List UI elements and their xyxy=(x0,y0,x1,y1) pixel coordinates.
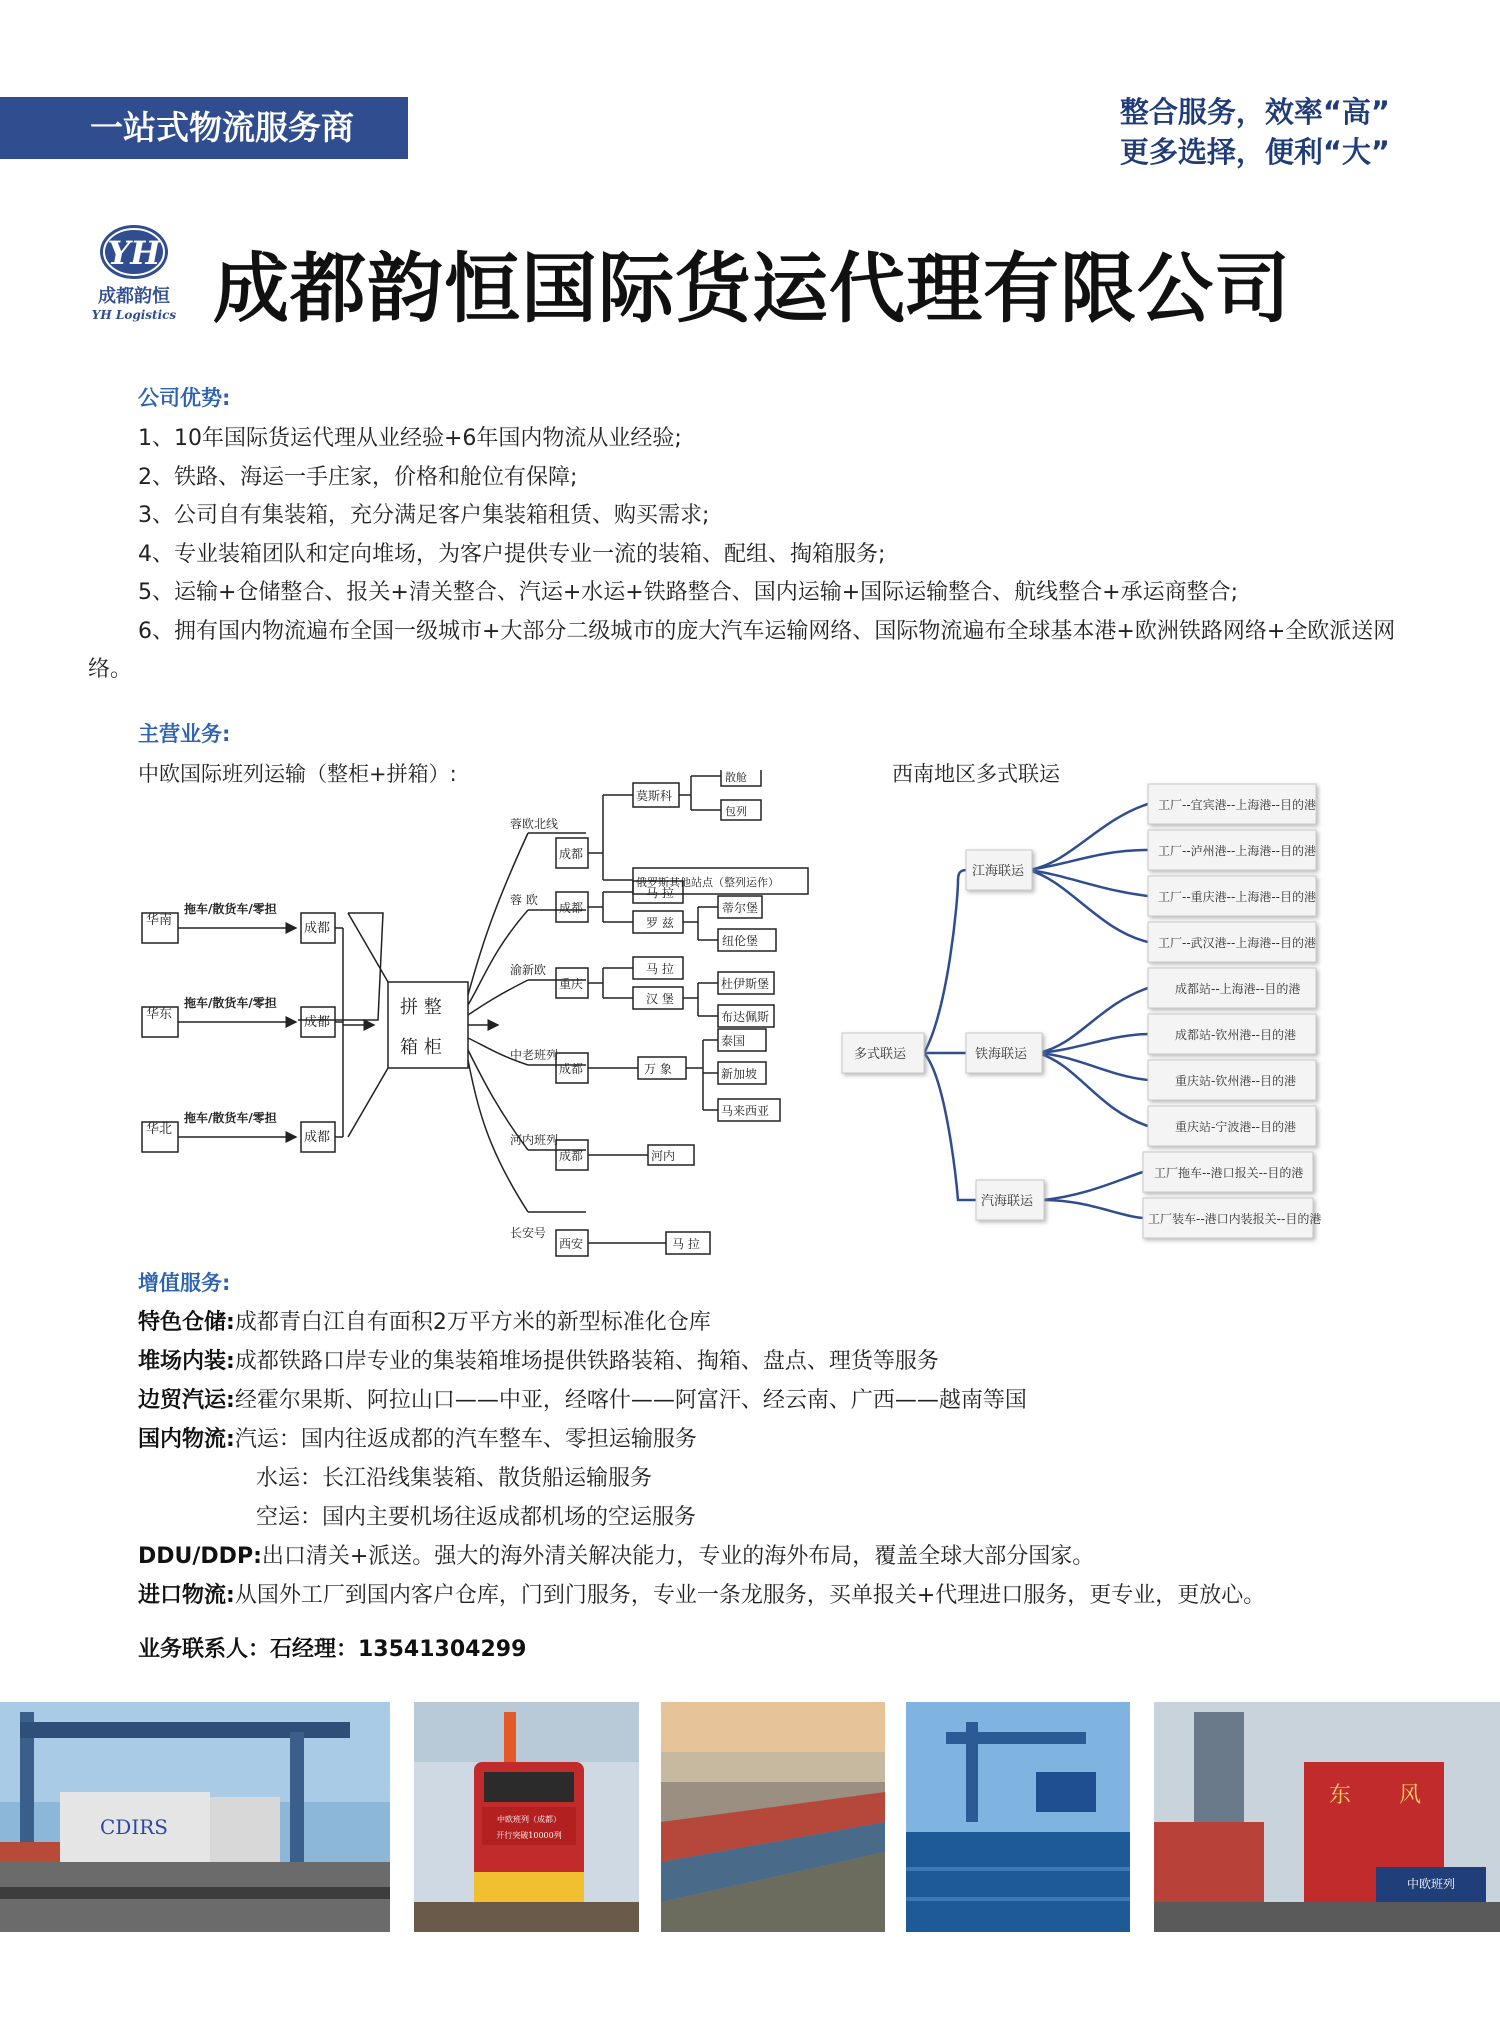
city-label: 成都 xyxy=(304,1130,331,1145)
truck-label: 拖车/散货车/零担 xyxy=(184,1111,277,1125)
city-label: 成都 xyxy=(559,1062,584,1076)
region-label: 华东 xyxy=(146,1007,173,1022)
service-text: 成都青白江自有面积2万平方米的新型标准化仓库 xyxy=(234,1310,711,1335)
dest-label: 汉 堡 xyxy=(646,992,674,1006)
branch-label: 汽海联运 xyxy=(981,1194,1034,1209)
advantage-item: 2、铁路、海运一手庄家，价格和舱位有保障; xyxy=(138,464,578,490)
advantage-item: 5、运输+仓储整合、报关+清关整合、汽运+水运+铁路整合、国内运输+国际运输整合、航线整合+承运商整合; xyxy=(138,580,1239,605)
leaf-label: 工厂--泸州港--上海港--目的港 xyxy=(1158,844,1316,858)
advantage-item: 3、公司自有集装箱，充分满足客户集装箱租赁、购买需求; xyxy=(138,503,710,528)
left-diagram-title: 中欧国际班列运输（整柜+拼箱）: xyxy=(138,762,457,786)
logo-en-text: YH Logistics xyxy=(91,308,177,322)
dest-label: 蒂尔堡 xyxy=(722,901,759,915)
slogan xyxy=(1120,92,1390,172)
service-text: 成都铁路口岸专业的集装箱堆场提供铁路装箱、掏箱、盘点、理货等服务 xyxy=(234,1349,939,1374)
service-label: 边贸汽运: xyxy=(138,1388,235,1413)
service-label: 堆场内装: xyxy=(138,1349,235,1374)
leaf-label: 工厂--武汉港--上海港--目的港 xyxy=(1158,936,1316,950)
container-text: CDIRS xyxy=(100,1815,168,1839)
right-diagram-title: 西南地区多式联运 xyxy=(892,762,1060,786)
yh-logo-icon xyxy=(84,222,184,322)
hub-top-label: 拼 整 xyxy=(400,997,442,1018)
route-name: 长安号 xyxy=(510,1226,547,1240)
service-text: 空运：国内主要机场往返成都机场的空运服务 xyxy=(256,1505,697,1530)
multimodal-root-label: 多式联运 xyxy=(854,1047,907,1062)
leaf-label: 重庆站-钦州港--目的港 xyxy=(1175,1074,1296,1088)
service-row xyxy=(138,1342,1438,1381)
route-name: 渝新欧 xyxy=(510,963,547,977)
dest-label: 万 象 xyxy=(644,1062,672,1076)
hub-bottom-label: 箱 柜 xyxy=(400,1037,442,1058)
train-sign-text: 中欧班列（成都） xyxy=(497,1815,561,1824)
business-title: 主营业务: xyxy=(138,722,231,746)
svg-text:YH: YH xyxy=(107,234,161,272)
train-sign-text: 开行突破10000列 xyxy=(496,1831,562,1840)
leaf-label: 成都站--上海港--目的港 xyxy=(1175,982,1301,996)
city-label: 成都 xyxy=(559,1149,584,1163)
service-label: DDU/DDP: xyxy=(138,1544,262,1569)
advantages-list xyxy=(88,420,1428,690)
dest-label: 俄罗斯其他站点（整列运作） xyxy=(636,876,779,889)
dest-label: 河内 xyxy=(651,1149,676,1163)
region-label: 华北 xyxy=(146,1122,173,1137)
dest-label: 纽伦堡 xyxy=(722,934,759,948)
photo-strip xyxy=(0,1702,1500,1932)
logo-cn-text: 成都韵恒 xyxy=(98,286,170,307)
dest-label: 马 拉 xyxy=(646,886,674,900)
city-label: 成都 xyxy=(559,901,584,915)
contact-info: 业务联系人：石经理：13541304299 xyxy=(138,1637,527,1662)
route-name: 蓉 欧 xyxy=(510,893,538,907)
photo-locomotive xyxy=(414,1702,639,1932)
slogan-line-1: 整合服务，效率“高” xyxy=(1119,95,1390,129)
city-label: 重庆 xyxy=(559,977,584,991)
dest-label: 马 拉 xyxy=(646,962,674,976)
dest-label: 新加坡 xyxy=(721,1067,758,1081)
train-panel-title: 中欧班列 xyxy=(1406,1877,1456,1891)
dest-label: 罗 兹 xyxy=(646,916,674,930)
southwest-multimodal-diagram xyxy=(838,780,1378,1250)
advantage-item: 4、专业装箱团队和定向堆场，为客户提供专业一流的装箱、配组、掏箱服务; xyxy=(138,541,886,567)
dest-label: 包列 xyxy=(725,805,747,818)
banner-text: 一站式物流服务商 xyxy=(90,108,354,147)
branch-label: 江海联运 xyxy=(972,864,1025,879)
service-label: 进口物流: xyxy=(138,1583,235,1608)
company-logo xyxy=(84,222,184,322)
photo-rail-yard xyxy=(0,1702,390,1932)
dest-label: 布达佩斯 xyxy=(721,1010,770,1024)
photo-container-crane xyxy=(906,1702,1130,1932)
china-europe-diagram xyxy=(138,770,838,1270)
service-row xyxy=(138,1459,1438,1498)
route-name: 中老班列 xyxy=(510,1048,559,1062)
city-label: 成都 xyxy=(559,847,584,861)
dest-label: 泰国 xyxy=(721,1034,746,1048)
advantage-item: 1、10年国际货运代理从业经验+6年国内物流从业经验; xyxy=(138,426,682,451)
service-text: 水运：长江沿线集装箱、散货船运输服务 xyxy=(256,1466,653,1491)
photo-aerial-hub xyxy=(661,1702,885,1932)
train-char-text: 东 xyxy=(1329,1783,1352,1808)
service-row xyxy=(138,1381,1438,1420)
truck-label: 拖车/散货车/零担 xyxy=(184,902,277,916)
dest-label: 杜伊斯堡 xyxy=(721,977,770,991)
advantage-item: 6、拥有国内物流遍布全国一级城市+大部分二级城市的庞大汽车运输网络、国际物流遍布全球基本港+欧洲铁路网络+全欧派送网络。 xyxy=(88,618,1396,682)
advantages-title: 公司优势: xyxy=(138,386,231,410)
leaf-label: 工厂--重庆港--上海港--目的港 xyxy=(1158,890,1316,904)
service-text: 经霍尔果斯、阿拉山口——中亚，经喀什——阿富汗、经云南、广西——越南等国 xyxy=(234,1388,1027,1413)
service-text: 出口清关+派送。强大的海外清关解决能力，专业的海外布局，覆盖全球大部分国家。 xyxy=(261,1544,1095,1569)
services-title: 增值服务: xyxy=(138,1271,231,1295)
dest-label: 马来西亚 xyxy=(721,1104,770,1118)
route-name: 河内班列 xyxy=(510,1133,559,1147)
company-name: 成都韵恒国际货运代理有限公司 xyxy=(213,244,1291,333)
dest-label: 散舱 xyxy=(725,771,747,784)
service-text: 汽运：国内往返成都的汽车整车、零担运输服务 xyxy=(234,1427,697,1452)
slogan-line-2: 更多选择，便利“大” xyxy=(1119,135,1390,169)
train-char-text: 风 xyxy=(1399,1783,1422,1808)
header-banner xyxy=(0,97,408,159)
photo-train-station xyxy=(1154,1702,1500,1932)
leaf-label: 重庆站-宁波港--目的港 xyxy=(1175,1120,1296,1134)
branch-label: 铁海联运 xyxy=(975,1047,1028,1062)
truck-label: 拖车/散货车/零担 xyxy=(184,996,277,1010)
service-row xyxy=(138,1537,1438,1576)
route-name: 蓉欧北线 xyxy=(510,817,559,831)
dest-label: 马 拉 xyxy=(672,1237,700,1251)
city-label: 成都 xyxy=(304,921,331,936)
service-row xyxy=(138,1498,1438,1537)
service-row xyxy=(138,1303,1438,1342)
leaf-label: 工厂--宜宾港--上海港--目的港 xyxy=(1158,798,1316,812)
leaf-label: 工厂装车--港口内装报关--目的港 xyxy=(1148,1212,1322,1226)
service-label: 特色仓储: xyxy=(138,1310,235,1335)
service-row xyxy=(138,1576,1438,1615)
service-text: 从国外工厂到国内客户仓库，门到门服务，专业一条龙服务，买单报关+代理进口服务，更专业，更放心。 xyxy=(234,1583,1266,1608)
region-label: 华南 xyxy=(146,913,173,928)
city-label: 成都 xyxy=(304,1015,331,1030)
service-row xyxy=(138,1420,1438,1459)
service-label: 国内物流: xyxy=(138,1427,235,1452)
leaf-label: 成都站-钦州港--目的港 xyxy=(1175,1028,1296,1042)
leaf-label: 工厂拖车--港口报关--目的港 xyxy=(1154,1166,1304,1180)
city-label: 西安 xyxy=(559,1237,584,1251)
services-list xyxy=(138,1303,1438,1615)
dest-label: 莫斯科 xyxy=(636,789,673,803)
